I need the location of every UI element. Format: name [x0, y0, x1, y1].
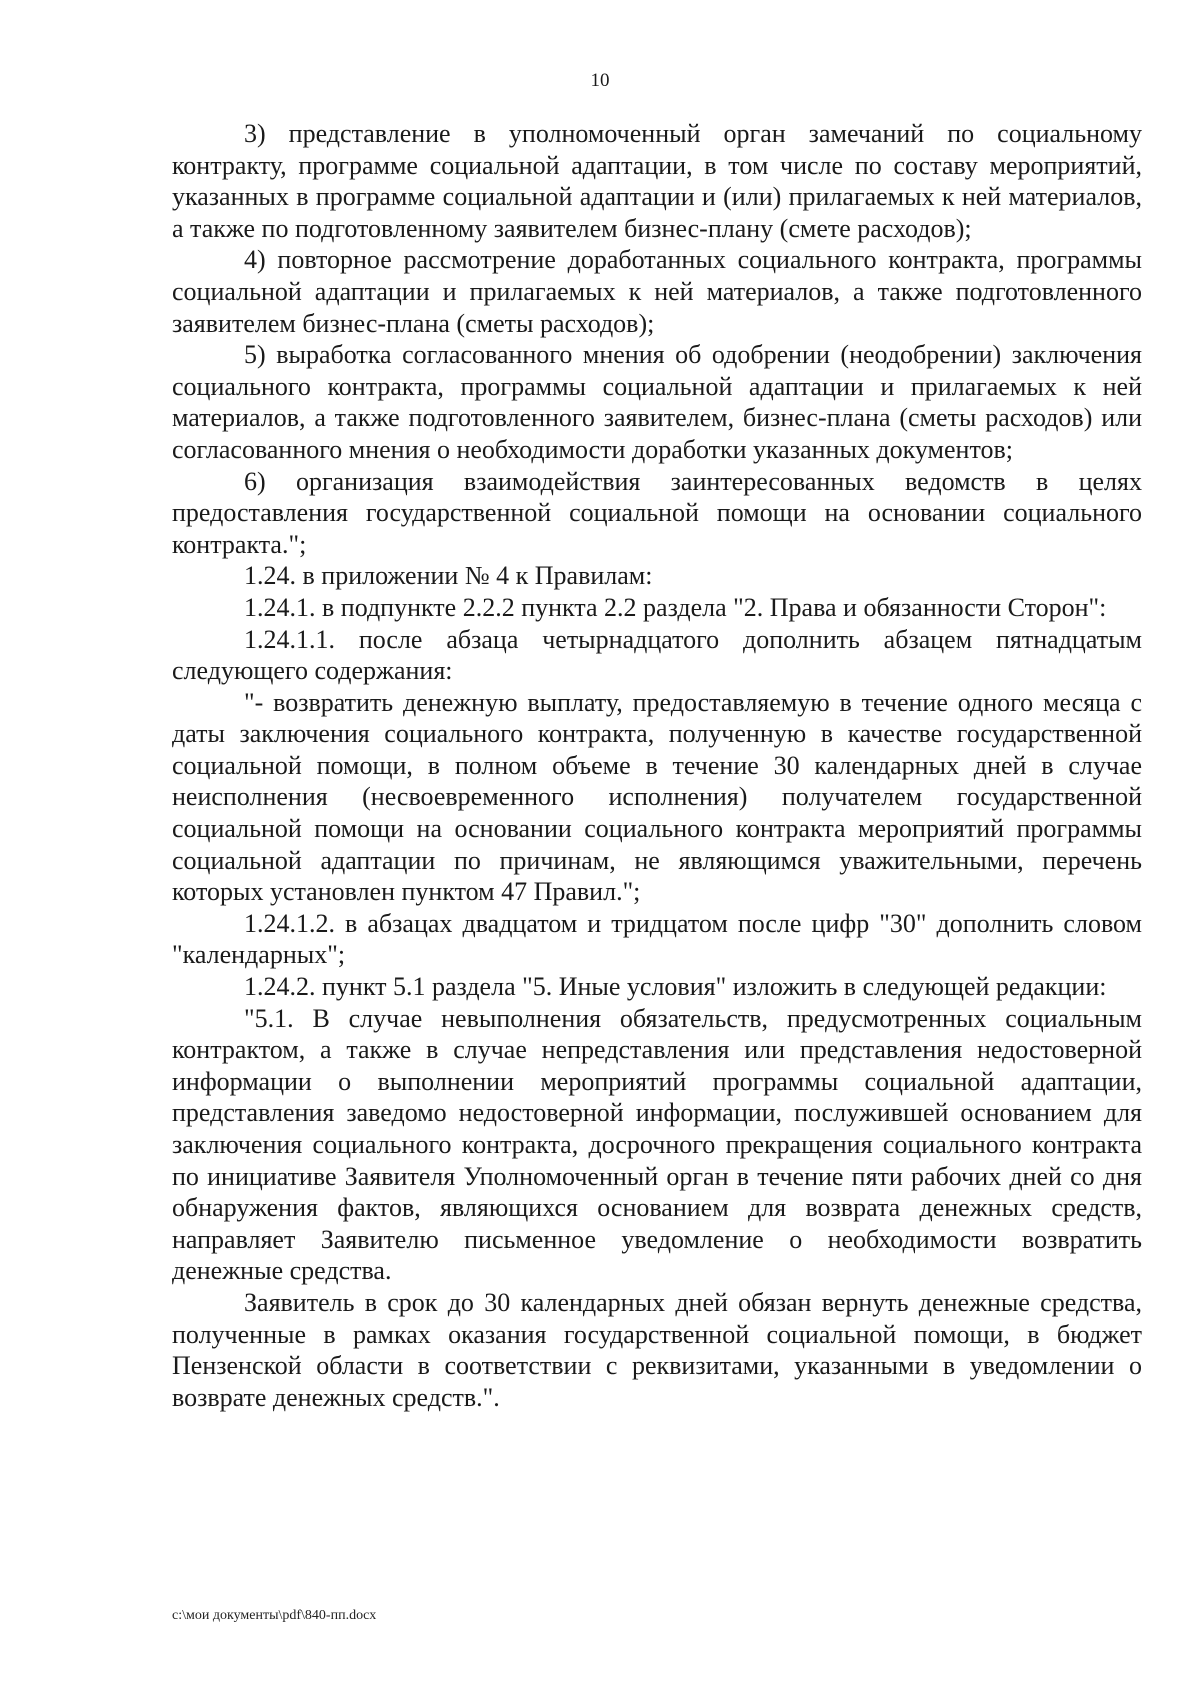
paragraph-applicant-return: Заявитель в срок до 30 календарных дней обязан вернуть денежные средства, полученные в рамках оказания государственной социальной помощи, в бюджет Пензенской области в соответствии с реквизитами, указанными в уведомлении о возврате денежных средств.".	[172, 1287, 1142, 1412]
page-number: 10	[590, 70, 610, 91]
paragraph-1-24-1-2: 1.24.1.2. в абзацах двадцатом и тридцатом после цифр "30" дополнить словом "календарных";	[172, 908, 1142, 970]
paragraph-1-24-1: 1.24.1. в подпункте 2.2.2 пункта 2.2 раздела "2. Права и обязанности Сторон":	[244, 592, 1107, 622]
paragraph-1-24-2: 1.24.2. пункт 5.1 раздела "5. Иные условия" изложить в следующей редакции:	[244, 972, 1107, 1002]
document-body	[172, 118, 1142, 1413]
paragraph-quoted-return-payment: "- возвратить денежную выплату, предоставляемую в течение одного месяца с даты заключения социального контракта, полученную в качестве государственной социальной помощи, в полном объеме в течение 30 календарных дней в случае неисполнения (несвоевременного исполнения) получателем государственной социальной помощи на основании социального контракта мероприятий программы социальной адаптации по причинам, не являющимся уважительными, перечень которых установлен пунктом 47 Правил.";	[172, 687, 1142, 907]
paragraph-1-24-1-1: 1.24.1.1. после абзаца четырнадцатого дополнить абзацем пятнадцатым следующего содержания:	[172, 624, 1142, 686]
paragraph-1-24: 1.24. в приложении № 4 к Правилам:	[244, 561, 653, 591]
paragraph-5-1: "5.1. В случае невыполнения обязательств, предусмотренных социальным контрактом, а также в случае непредставления или представления недостоверной информации о выполнении мероприятий программы социальной адаптации, представления заведомо недостоверной информации, послужившей основанием для заключения социального контракта, досрочного прекращения социального контракта по инициативе Заявителя Уполномоченный орган в течение пяти рабочих дней со дня обнаружения фактов, являющихся основанием для возврата денежных средств, направляет Заявителю письменное уведомление о необходимости возвратить денежные средства.	[172, 1003, 1142, 1286]
paragraph-item-6: 6) организация взаимодействия заинтересованных ведомств в целях предоставления государственной социальной помощи на основании социального контракта.";	[172, 466, 1142, 559]
paragraph-item-4: 4) повторное рассмотрение доработанных социального контракта, программы социальной адаптации и прилагаемых к ней материалов, а также подготовленного заявителем бизнес-плана (сметы расходов);	[172, 245, 1142, 338]
file-path-footer: c:\мои документы\pdf\840-пп.docx	[172, 1608, 377, 1623]
paragraph-item-3: 3) представление в уполномоченный орган замечаний по социальному контракту, программе социальной адаптации, в том числе по составу мероприятий, указанных в программе социальной адаптации и (или) прилагаемых к ней материалов, а также по подготовленному заявителем бизнес-плану (смете расходов);	[172, 119, 1142, 243]
paragraph-item-5: 5) выработка согласованного мнения об одобрении (неодобрении) заключения социального контракта, программы социальной адаптации и прилагаемых к ней материалов, а также подготовленного заявителем, бизнес-плана (сметы расходов) или согласованного мнения о необходимости доработки указанных документов;	[172, 340, 1142, 464]
